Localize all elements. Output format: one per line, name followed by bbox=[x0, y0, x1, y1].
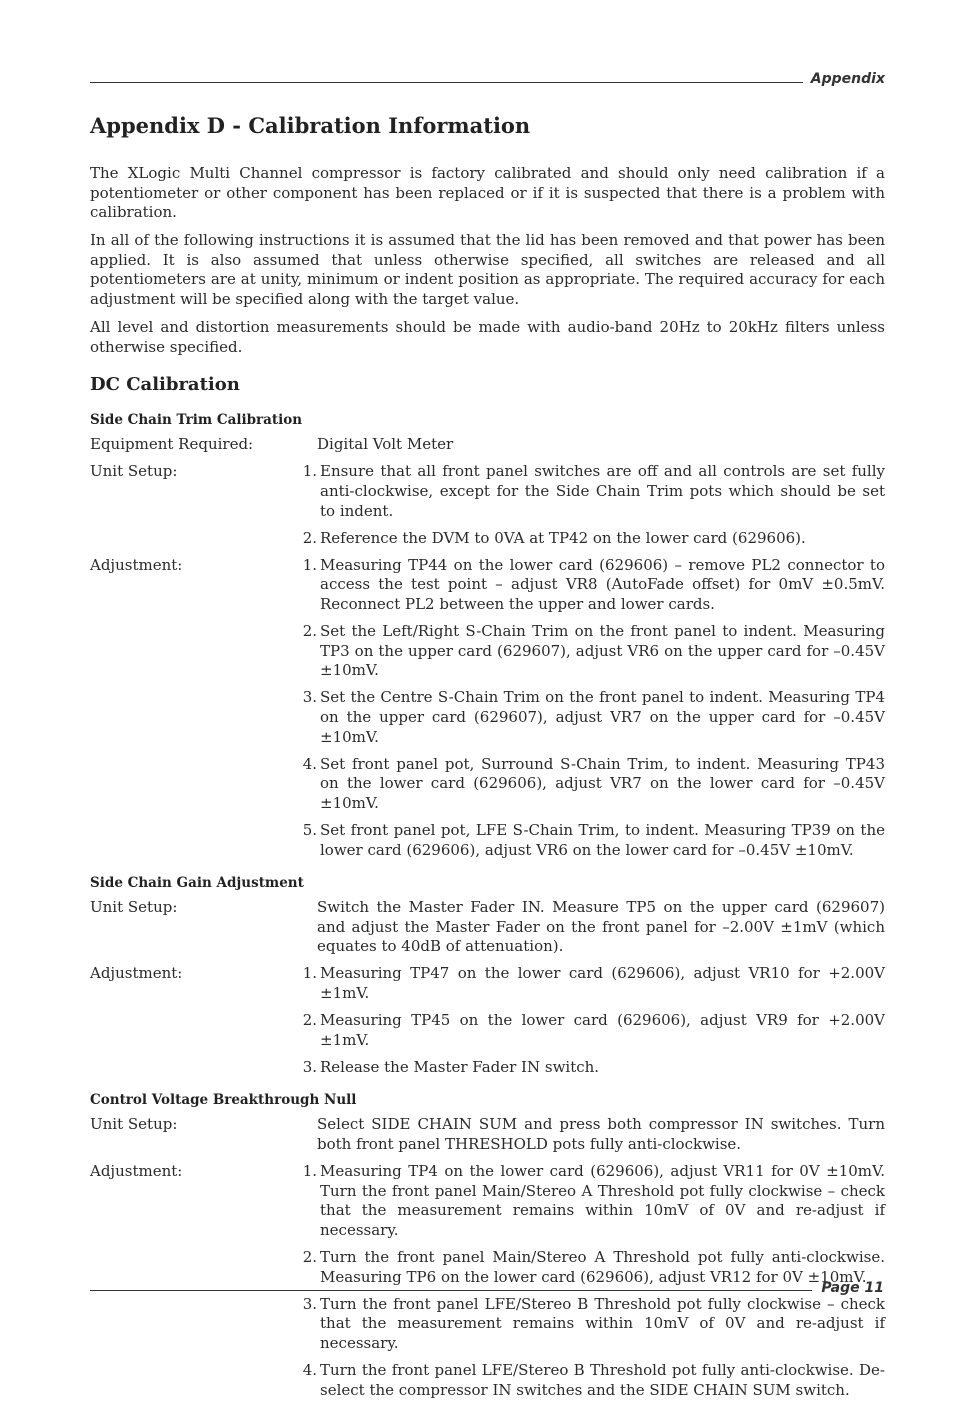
step-text: Set front panel pot, Surround S-Chain Trim, to indent. Measuring TP43 on the lower card (629606), adjust VR7 on the lower card for –0.45V ±10mV. bbox=[320, 754, 885, 812]
step-number: 2. bbox=[302, 622, 317, 641]
side-chain-gain-heading: Side Chain Gain Adjustment bbox=[90, 875, 304, 892]
setup-text: Select SIDE CHAIN SUM and press both compressor IN switches. Turn both front panel THRESHOLD pots fully anti-clockwise. bbox=[317, 1115, 885, 1153]
step-text: Turn the front panel LFE/Stereo B Threshold pot fully clockwise – check that the measurement remains within 10mV of 0V and re-adjust if necessary. bbox=[320, 1294, 885, 1352]
header-section-label: Appendix bbox=[810, 71, 885, 87]
control-voltage-heading: Control Voltage Breakthrough Null bbox=[90, 1092, 357, 1109]
step-number: 2. bbox=[302, 1247, 317, 1266]
intro-paragraph: All level and distortion measurements should be made with audio-band 20Hz to 20kHz filters unless otherwise specified. bbox=[90, 318, 885, 356]
equipment-row bbox=[90, 435, 885, 455]
adjustment-label: Adjustment: bbox=[90, 1162, 183, 1181]
header-rule bbox=[90, 82, 803, 83]
step-number: 2. bbox=[302, 1011, 317, 1030]
step-number: 3. bbox=[302, 1294, 317, 1313]
unit-setup-label: Unit Setup: bbox=[90, 462, 178, 481]
step-text: Measuring TP4 on the lower card (629606), adjust VR11 for 0V ±10mV. Turn the front panel Main/Stereo A Threshold pot fully clockwise – check that the measurement remains within 10mV of 0V and re-adjust if necessary. bbox=[320, 1162, 885, 1239]
step-row bbox=[90, 462, 885, 521]
step-number: 1. bbox=[302, 1162, 317, 1181]
step-number: 1. bbox=[302, 555, 317, 574]
step-number: 5. bbox=[302, 820, 317, 839]
setup-text: Switch the Master Fader IN. Measure TP5 on the upper card (629607) and adjust the Master Fader on the front panel for –2.00V ±1mV (which equates to 40dB of attenuation). bbox=[317, 898, 885, 956]
unit-setup-label: Unit Setup: bbox=[90, 898, 178, 917]
step-text: Release the Master Fader IN switch. bbox=[320, 1057, 600, 1076]
step-row bbox=[90, 964, 885, 1003]
step-row bbox=[90, 755, 885, 814]
dc-calibration-heading: DC Calibration bbox=[90, 374, 240, 396]
intro-paragraph: In all of the following instructions it is assumed that the lid has been removed and that power has been applied. It is also assumed that unless otherwise specified, all switches are released and all potentiometers are at unity, minimum or indent position as appropriate. The required accuracy for each adjustment will be specified along with the target value. bbox=[90, 231, 885, 309]
step-text: Reference the DVM to 0VA at TP42 on the lower card (629606). bbox=[320, 528, 806, 547]
side-chain-trim-heading: Side Chain Trim Calibration bbox=[90, 412, 303, 429]
adjustment-label: Adjustment: bbox=[90, 964, 183, 983]
page-title: Appendix D - Calibration Information bbox=[90, 113, 531, 138]
step-text: Turn the front panel LFE/Stereo B Threshold pot fully anti-clockwise. De-select the compressor IN switches and the SIDE CHAIN SUM switch. bbox=[320, 1360, 885, 1399]
step-row bbox=[90, 556, 885, 615]
step-row bbox=[90, 1248, 885, 1287]
step-text: Turn the front panel Main/Stereo A Threshold pot fully anti-clockwise. Measuring TP6 on the lower card (629606), adjust VR12 for 0V ±10mV. bbox=[320, 1247, 885, 1286]
equipment-value: Digital Volt Meter bbox=[317, 435, 454, 454]
step-row bbox=[90, 1295, 885, 1354]
step-number: 4. bbox=[302, 1360, 317, 1379]
step-row bbox=[90, 622, 885, 681]
step-number: 2. bbox=[302, 528, 317, 547]
step-text: Measuring TP44 on the lower card (629606) – remove PL2 connector to access the test point – adjust VR8 (AutoFade offset) for 0mV ±0.5mV. Reconnect PL2 between the upper and lower cards. bbox=[320, 555, 885, 613]
step-number: 1. bbox=[302, 964, 317, 983]
step-number: 4. bbox=[302, 754, 317, 773]
step-row bbox=[90, 898, 885, 957]
step-text: Set the Left/Right S-Chain Trim on the front panel to indent. Measuring TP3 on the upper card (629607), adjust VR6 on the upper card for –0.45V ±10mV. bbox=[320, 622, 885, 680]
page-content bbox=[90, 110, 885, 1408]
step-text: Set the Centre S-Chain Trim on the front panel to indent. Measuring TP4 on the upper card (629607), adjust VR7 on the upper card for –0.45V ±10mV. bbox=[320, 688, 885, 746]
step-row bbox=[90, 1011, 885, 1050]
step-number: 3. bbox=[302, 688, 317, 707]
step-row bbox=[90, 529, 885, 549]
step-text: Measuring TP47 on the lower card (629606), adjust VR10 for +2.00V ±1mV. bbox=[320, 964, 885, 1002]
step-row bbox=[90, 1115, 885, 1154]
step-row bbox=[90, 821, 885, 860]
step-number: 1. bbox=[302, 462, 317, 481]
footer-rule bbox=[90, 1290, 812, 1291]
step-text: Set front panel pot, LFE S-Chain Trim, to indent. Measuring TP39 on the lower card (629606), adjust VR6 on the lower card for –0.45V ±10mV. bbox=[320, 820, 885, 859]
step-text: Measuring TP45 on the lower card (629606), adjust VR9 for +2.00V ±1mV. bbox=[320, 1011, 885, 1049]
intro-paragraph: The XLogic Multi Channel compressor is factory calibrated and should only need calibration if a potentiometer or other component has been replaced or if it is suspected that there is a problem with calibration. bbox=[90, 164, 885, 222]
step-number: 3. bbox=[302, 1057, 317, 1076]
unit-setup-label: Unit Setup: bbox=[90, 1115, 178, 1134]
step-row bbox=[90, 688, 885, 747]
page-number: Page 11 bbox=[821, 1280, 884, 1296]
step-row bbox=[90, 1058, 885, 1078]
step-row bbox=[90, 1361, 885, 1400]
step-row bbox=[90, 1162, 885, 1240]
adjustment-label: Adjustment: bbox=[90, 555, 183, 574]
step-text: Ensure that all front panel switches are off and all controls are set fully anti-clockwise, except for the Side Chain Trim pots which should be set to indent. bbox=[320, 462, 885, 520]
equipment-label: Equipment Required: bbox=[90, 435, 254, 454]
